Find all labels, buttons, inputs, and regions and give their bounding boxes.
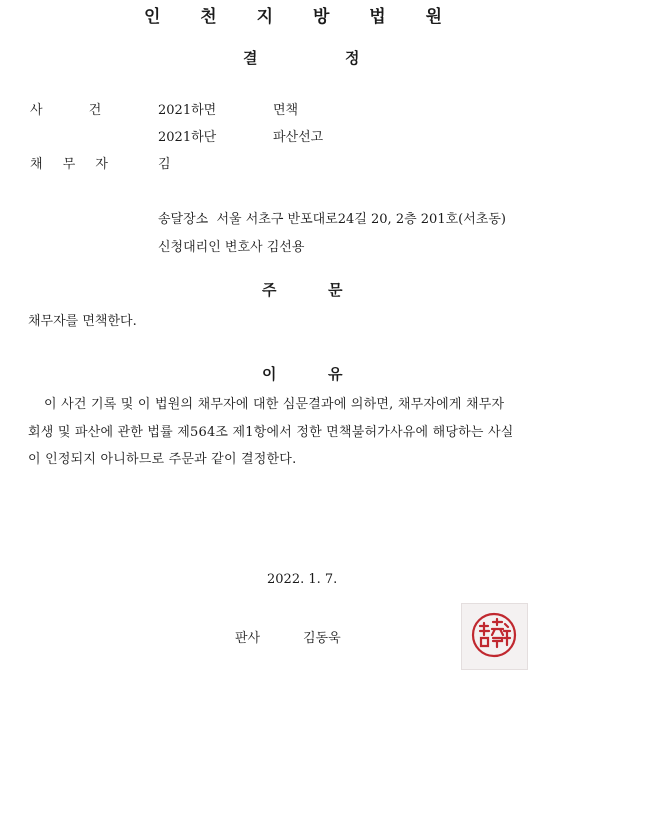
- reasons-heading-char-1: 이: [262, 365, 277, 383]
- judge-name: 김동욱: [303, 631, 341, 646]
- case-number-2: 2021하단: [158, 130, 217, 145]
- judge-seal-icon: [461, 603, 528, 670]
- case-label: 사 건: [30, 103, 102, 118]
- attorney: 신청대리인 변호사 김선용: [158, 240, 305, 255]
- debtor-label: 채 무 자: [30, 157, 108, 172]
- document-title-char-1: 결: [243, 49, 258, 67]
- order-text: 채무자를 면책한다.: [28, 314, 137, 329]
- court-name: 인 천 지 방 법 원: [143, 7, 460, 27]
- service-address: 송달장소 서울 서초구 반포대로24길 20, 2층 201호(서초동): [158, 212, 506, 227]
- case-name-2: 파산선고: [273, 130, 324, 145]
- reasons-line-2: 회생 및 파산에 관한 법률 제564조 제1항에서 정한 면책불허가사유에 해당하는 사실: [28, 425, 514, 440]
- case-number-1: 2021하면: [158, 103, 217, 118]
- judge-title: 판사: [235, 631, 261, 646]
- order-heading-char-1: 주: [262, 281, 277, 299]
- order-heading-char-2: 문: [328, 281, 343, 299]
- reasons-line-3: 이 인정되지 아니하므로 주문과 같이 결정한다.: [28, 452, 297, 467]
- debtor-name: 김: [158, 157, 171, 172]
- reasons-heading-char-2: 유: [328, 365, 343, 383]
- case-name-1: 면책: [273, 103, 299, 118]
- decision-date: 2022. 1. 7.: [267, 572, 338, 587]
- reasons-line-1: 이 사건 기록 및 이 법원의 채무자에 대한 심문결과에 의하면, 채무자에게 채무자: [44, 397, 505, 412]
- document-title-char-2: 정: [345, 49, 360, 67]
